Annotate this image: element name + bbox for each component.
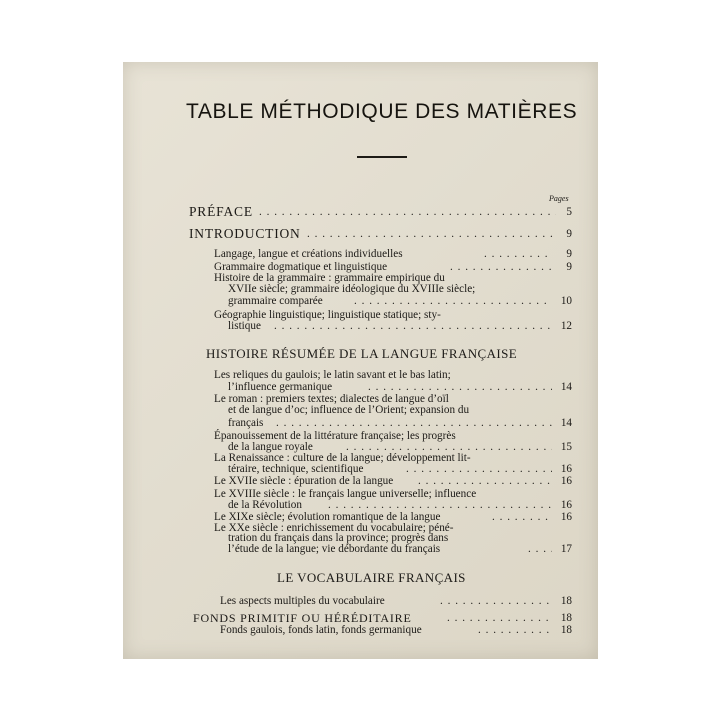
toc-entry-page: 10: [560, 295, 572, 307]
toc-entry[interactable]: [220, 623, 572, 637]
toc-entry-page: 15: [560, 441, 572, 453]
toc-entry-line: et de langue d’oc; influence de l’Orient; expansion du: [228, 404, 470, 416]
pages-column-label: Pages: [549, 194, 569, 203]
toc-entry-label: français: [228, 417, 264, 429]
toc-entry-label: de la Révolution: [228, 499, 302, 511]
leader-dots: [354, 294, 552, 308]
toc-entry[interactable]: [228, 542, 572, 556]
toc-entry-introduction[interactable]: [189, 227, 572, 241]
toc-entry[interactable]: [228, 416, 572, 430]
toc-entry-label: Le XVIIe siècle : épuration de la langue: [214, 475, 394, 487]
leader-dots: [259, 205, 556, 219]
page-title: TABLE MÉTHODIQUE DES MATIÈRES: [186, 100, 578, 123]
toc-entry-label: Fonds gaulois, fonds latin, fonds germanique: [220, 624, 422, 636]
toc-entry-line: Histoire de la grammaire : grammaire empirique du: [214, 272, 445, 284]
toc-entry-label: Les aspects multiples du vocabulaire: [220, 595, 385, 607]
leader-dots: [276, 416, 552, 430]
leader-dots: [450, 260, 552, 274]
leader-dots: [528, 542, 552, 556]
toc-entry-page: 14: [560, 417, 572, 429]
toc-entry-page: 12: [560, 320, 572, 332]
toc-entry-page: 9: [566, 228, 572, 240]
toc-entry-preface[interactable]: [189, 205, 572, 219]
toc-entry-label: téraire, technique, scientifique: [228, 463, 364, 475]
title-rule: [357, 156, 407, 158]
section-heading-vocabulaire: LE VOCABULAIRE FRANÇAIS: [277, 570, 466, 585]
toc-entry[interactable]: [214, 474, 572, 488]
toc-entry-label: de la langue royale: [228, 441, 313, 453]
leader-dots: [307, 227, 556, 241]
toc-entry-label: Grammaire dogmatique et linguistique: [214, 261, 388, 273]
toc-entry[interactable]: [214, 247, 572, 261]
toc-entry-label: grammaire comparée: [228, 295, 323, 307]
leader-dots: [478, 623, 550, 637]
toc-entry-label: l’influence germanique: [228, 381, 333, 393]
toc-entry-label: listique: [228, 320, 261, 332]
toc-entry-page: 18: [560, 595, 572, 607]
toc-entry[interactable]: [228, 319, 572, 333]
toc-entry-page: 18: [560, 624, 572, 636]
leader-dots: [274, 319, 552, 333]
toc-entry-line: Le XXe siècle : enrichissement du vocabulaire; péné-: [214, 522, 454, 534]
toc-entry[interactable]: [220, 594, 572, 608]
toc-entry-page: 5: [566, 206, 572, 218]
toc-entry[interactable]: [228, 294, 572, 308]
toc-entry-line: tration du français dans la province; progrès dans: [228, 532, 449, 544]
toc-entry-label: FONDS PRIMITIF OU HÉRÉDITAIRE: [193, 611, 412, 625]
leader-dots: [492, 510, 552, 524]
leader-dots: [484, 247, 552, 261]
toc-entry-label: Le XIXe siècle; évolution romantique de la langue: [214, 511, 441, 523]
leader-dots: [440, 594, 550, 608]
toc-entry[interactable]: [228, 380, 572, 394]
toc-entry-page: 16: [560, 463, 572, 475]
toc-entry-page: 16: [560, 475, 572, 487]
toc-entry-page: 9: [566, 261, 572, 273]
toc-entry-line: Géographie linguistique; linguistique statique; sty-: [214, 309, 441, 321]
toc-entry-label: INTRODUCTION: [189, 226, 301, 241]
toc-entry-line: Les reliques du gaulois; le latin savant et le bas latin;: [214, 369, 451, 381]
toc-entry-page: 16: [560, 499, 572, 511]
section-heading-histoire: HISTOIRE RÉSUMÉE DE LA LANGUE FRANÇAISE: [206, 346, 518, 361]
toc-entry-label: l’étude de la langue; vie débordante du français: [228, 543, 441, 555]
toc-entry-page: 9: [566, 248, 572, 260]
toc-entry-line: La Renaissance : culture de la langue; développement lit-: [214, 452, 471, 464]
toc-entry-page: 16: [560, 511, 572, 523]
toc-entry-label: PRÉFACE: [189, 204, 253, 219]
toc-entry-page: 18: [560, 612, 572, 624]
toc-entry-line: Épanouissement de la littérature française; les progrès: [214, 430, 456, 442]
toc-entry-line: Le XVIIIe siècle : le français langue universelle; influence: [214, 488, 477, 500]
toc-entry-page: 17: [560, 543, 572, 555]
toc-entry-line: Le roman : premiers textes; dialectes de langue d’oïl: [214, 393, 449, 405]
toc-entry-line: XVIIe siècle; grammaire idéologique du XVIIIe siècle;: [228, 283, 476, 295]
toc-entry-label: Langage, langue et créations individuelles: [214, 248, 403, 260]
toc-entry-page: 14: [560, 381, 572, 393]
leader-dots: [418, 474, 552, 488]
leader-dots: [368, 380, 552, 394]
